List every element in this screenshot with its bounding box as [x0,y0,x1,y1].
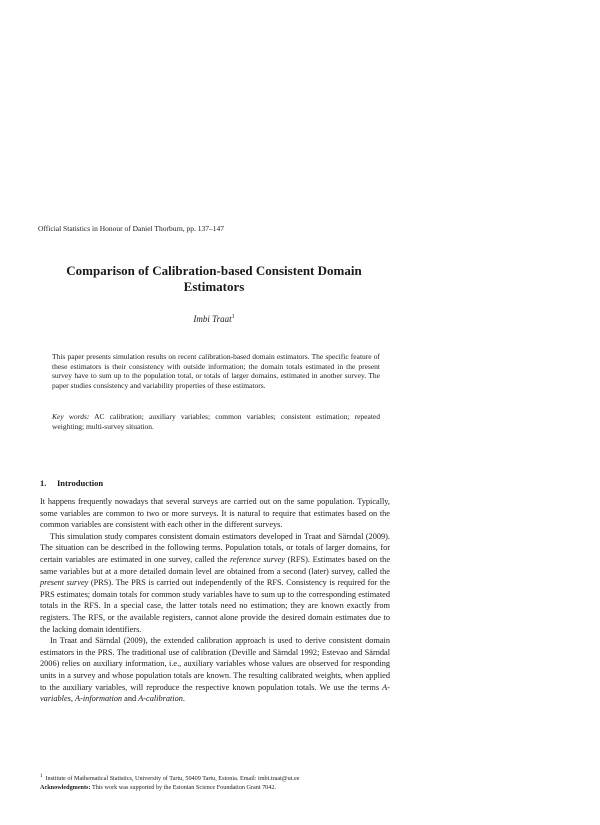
footnotes [40,772,390,792]
keywords [52,412,380,431]
author-footnote-mark: 1 [231,314,235,320]
acknowledgments-text: This work was supported by the Estonian Science Foundation Grant 7042. [90,784,277,792]
author-name: Imbi Traat [193,314,232,324]
acknowledgments [40,783,390,792]
section-heading [40,478,103,489]
paper-title: Comparison of Calibration-based Consistent Domain Estimators [66,263,362,294]
section-number: 1. [40,478,47,488]
keywords-text: AC calibration; auxiliary variables; common variables; consistent estimation; repeated weighting; multi-survey situation. [52,412,380,431]
p3-text-e: and [122,694,139,704]
footnote-1 [40,772,390,783]
p3-text-a: In Traat and Särndal (2009), the extended calibration approach is used to derive consistent domain estimators in the PRS. The traditional use of calibration (Deville and Särndal 1992; Estevao and Särndal 2006) relies on auxiliary information, i.e., auxiliary variables whose values are observed for responding units in a survey and whose population totals are known. The resulting calibrated weights, when applied to the auxiliary variables, will reproduce the respective known population totals. We use the terms [40,636,390,692]
section-title: Introduction [57,478,104,488]
term-reference-survey: reference survey [230,554,285,564]
footnote-1-text: Institute of Mathematical Statistics, University of Tartu, 50409 Tartu, Estonia. Email: imbi.traat@ut.ee [45,775,300,783]
term-a-calibration: A-calibration [138,694,183,704]
footnote-mark: 1 [40,774,43,779]
term-a-variables: A-variables [40,682,390,704]
author-line [40,311,388,325]
keywords-label: Key words: [52,412,90,421]
term-a-information: A-information [75,694,123,704]
p2-text-c: (RFS). Estimates based on the same variables but at a more detailed domain level are obtained from a second (later) survey, called the [40,554,390,576]
paragraph-1: It happens frequently nowadays that several surveys are carried out on the same population. Typically, some variables are common to two or more surveys. It is natural to require that estimates based on the common variables are consistent with each other in the different surveys. [40,497,390,530]
paragraph-2 [40,531,390,635]
series-info: Official Statistics in Honour of Daniel Thorburn, pp. 137–147 [38,224,224,233]
p2-text-e: (PRS). The PRS is carried out independently of the RFS. Consistency is required for the PRS estimates; domain totals for common study variables have to sum up to the corresponding estimated totals in the RFS. In a special case, the latter totals need no estimation; they are known exactly from registers. The RFS, or the available registers, cannot alone provide the desired domain estimates due to the lacking domain identifiers. [40,578,390,634]
p2-text-a: This simulation study compares consistent domain estimators developed in Traat and Särndal (2009). The situation can be described in the following terms. Population totals, or totals of larger domains, for certain variables are estimated in one survey, called the [40,531,390,564]
term-present-survey: present survey [40,578,89,588]
p3-text-c: , [70,694,76,704]
abstract: This paper presents simulation results on recent calibration-based domain estimators. The specific feature of these estimators is their consistency with outside information; the domain totals estimated in the present survey have to sum up to the population total, or totals of larger domains, estimated in another survey. The paper studies consistency and variability properties of these estimators. [52,352,380,390]
paragraph-3 [40,635,390,705]
acknowledgments-label: Acknowledgments: [40,784,91,792]
p3-text-g: . [182,694,185,704]
body-text [40,496,390,705]
